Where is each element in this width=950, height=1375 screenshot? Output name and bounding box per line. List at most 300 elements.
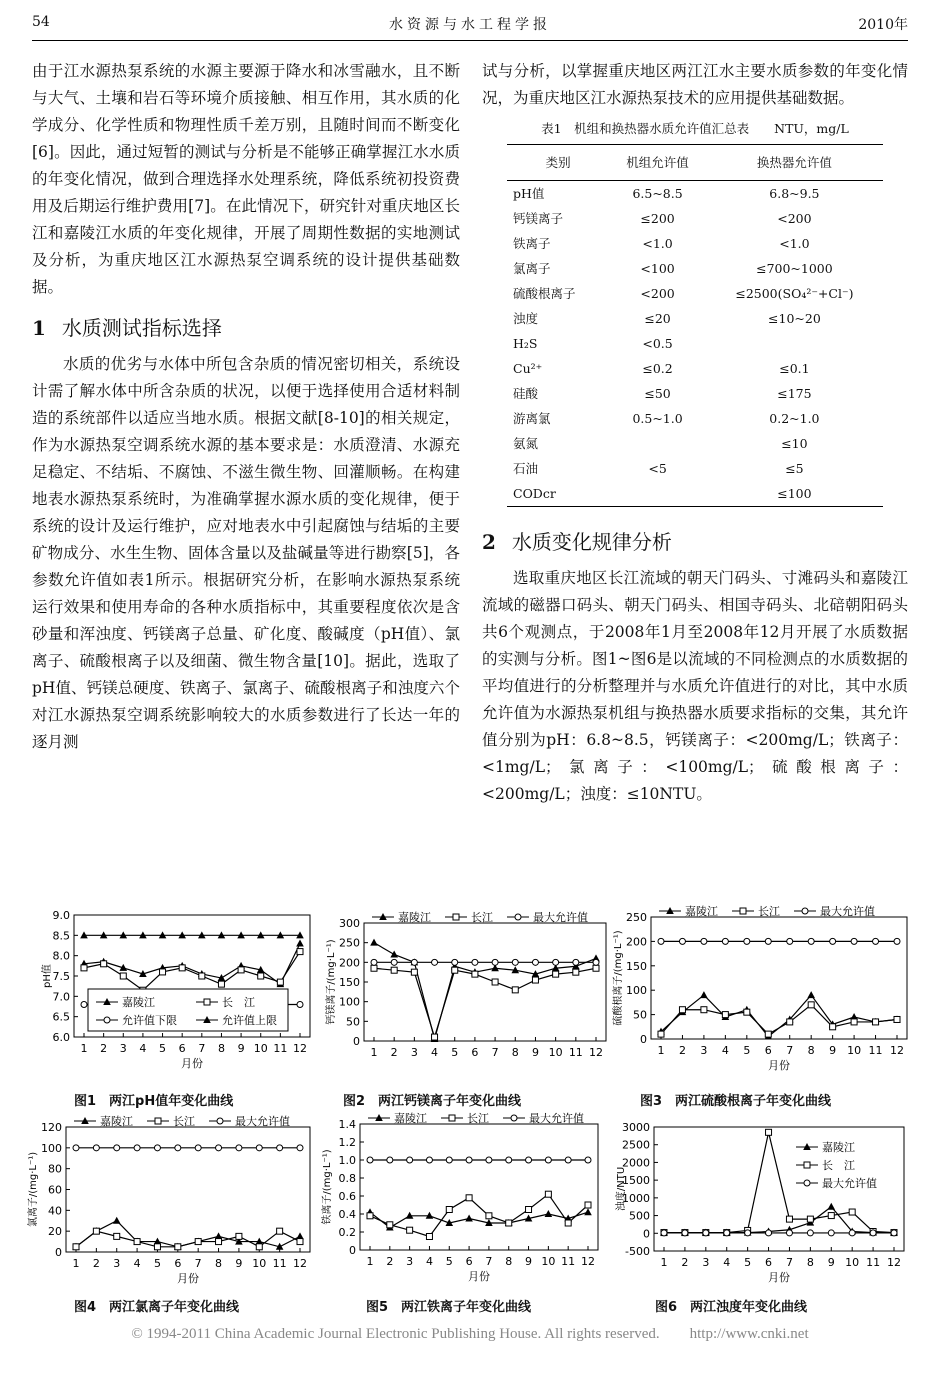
table-row — [507, 281, 883, 306]
table-header-cell: 机组允许值 — [609, 145, 706, 181]
x-axis-label: 月份 — [768, 1059, 790, 1072]
table-cell: ≤5 — [785, 461, 804, 476]
x-tick-label: 1 — [72, 1257, 80, 1270]
table-cell: <200 — [640, 286, 675, 301]
data-point — [426, 1234, 432, 1240]
data-point — [407, 1157, 413, 1163]
table-cell: 铁离子 — [513, 236, 551, 251]
data-point — [93, 1228, 99, 1234]
x-tick-label: 7 — [785, 1256, 793, 1269]
table-cell: ≤175 — [777, 386, 812, 401]
x-tick-label: 1 — [657, 1044, 665, 1057]
table-row — [507, 406, 883, 431]
data-point — [277, 1145, 283, 1151]
legend-marker — [804, 1162, 810, 1168]
data-point — [787, 938, 793, 944]
x-axis-label: 月份 — [768, 1271, 790, 1284]
table-cell: ≤10~20 — [768, 311, 821, 326]
y-axis-label: 钙镁离子/(mg·L⁻¹) — [326, 939, 337, 1025]
data-point — [894, 1016, 900, 1022]
x-tick-label: 11 — [568, 1046, 583, 1059]
data-point — [584, 1208, 592, 1215]
data-point — [873, 1019, 879, 1025]
legend-label: 长 江 — [822, 1159, 855, 1172]
x-tick-label: 11 — [272, 1257, 287, 1270]
data-point — [851, 938, 857, 944]
x-tick-label: 11 — [561, 1255, 576, 1268]
data-point — [452, 967, 458, 973]
legend-marker — [449, 1115, 455, 1121]
data-point — [175, 1145, 181, 1151]
data-point — [218, 981, 224, 987]
legend-marker — [453, 914, 459, 920]
x-tick-label: 8 — [807, 1044, 815, 1057]
x-tick-label: 4 — [139, 1042, 147, 1055]
y-tick-label: 20 — [48, 1225, 62, 1239]
table-header-cell: 换热器允许值 — [706, 145, 883, 181]
x-tick-label: 5 — [159, 1042, 167, 1055]
data-point — [703, 1230, 709, 1236]
data-point — [851, 1019, 857, 1025]
table-header-row — [507, 145, 883, 181]
x-tick-label: 4 — [721, 1044, 729, 1057]
x-tick-label: 3 — [119, 1042, 127, 1055]
y-tick-label: 2500 — [622, 1138, 650, 1152]
legend-label: 允许值下限 — [122, 1014, 177, 1027]
y-tick-label: 40 — [48, 1204, 62, 1218]
data-point — [553, 959, 559, 965]
table-cell: 6.5~8.5 — [632, 186, 683, 201]
data-point — [565, 1220, 571, 1226]
y-tick-label: 6.0 — [52, 1031, 70, 1044]
data-point — [506, 1157, 512, 1163]
data-point — [492, 979, 498, 985]
legend-label: 嘉陵江 — [122, 996, 155, 1009]
data-point — [179, 965, 185, 971]
data-point — [411, 959, 417, 965]
data-point — [466, 1195, 472, 1201]
data-point — [679, 1007, 685, 1013]
data-point — [297, 1145, 303, 1151]
data-point — [593, 959, 599, 965]
x-tick-label: 1 — [660, 1256, 668, 1269]
legend-marker — [104, 1017, 110, 1023]
x-tick-label: 10 — [253, 1042, 268, 1055]
table-cell: ≤0.1 — [779, 361, 810, 376]
legend-marker — [804, 1180, 810, 1186]
copyright-footer: © 1994-2011 China Academic Journal Electronic Publishing House. All rights reserved. http://www.cnki.net — [131, 1326, 809, 1342]
table-cell: ≤2500(SO₄²⁻+Cl⁻) — [735, 286, 854, 301]
data-point — [472, 971, 478, 977]
y-tick-label: 1.0 — [338, 1154, 356, 1167]
data-point — [828, 1213, 834, 1219]
data-point — [258, 973, 264, 979]
data-point — [73, 1244, 79, 1250]
section-2-paragraph: 选取重庆地区长江流域的朝天门码头、寸滩码头和嘉陵江流域的磁器口码头、朝天门码头、相国寺码头、北碚朝阳码头共6个观测点，于2008年1月至2008年12月开展了水质数据的实测与分析。图1~图6是以流域的不同检测点的水质数据的平均值进行的分析整理并与水质允许值进行的对比，其中水质允许值为水源热泵机组与换热器水质要求指标的交集，其允许值分别为pH：6.8~8.5，钙镁离子：<200mg/L；铁离子：<1mg/L；氯离子：<100mg/L；硫酸根离子：<200mg/L；浊度：≤10NTU。 — [482, 569, 908, 803]
data-point — [154, 1244, 160, 1250]
data-point — [256, 1145, 262, 1151]
data-point — [808, 938, 814, 944]
x-axis-label: 月份 — [468, 1270, 490, 1283]
table-cell: <0.5 — [642, 336, 673, 351]
data-point — [700, 991, 708, 998]
x-tick-label: 5 — [445, 1255, 453, 1268]
data-point — [114, 1233, 120, 1239]
x-tick-label: 2 — [386, 1255, 394, 1268]
table-cell: 0.5~1.0 — [632, 411, 683, 426]
figure-4-chart — [20, 1112, 320, 1292]
data-point — [486, 1157, 492, 1163]
table-cell: <1.0 — [642, 236, 673, 251]
legend-label: 最大允许值 — [529, 1112, 584, 1125]
data-point — [506, 1220, 512, 1226]
data-point — [682, 1230, 688, 1236]
table-cell: 硅酸 — [513, 386, 539, 401]
data-point — [154, 1145, 160, 1151]
y-tick-label: 0.2 — [338, 1226, 356, 1239]
legend-label: 长江 — [758, 905, 780, 918]
figure-6-chart — [610, 1112, 910, 1292]
table-row — [507, 456, 883, 481]
y-tick-label: 1500 — [622, 1174, 650, 1188]
x-tick-label: 2 — [678, 1044, 686, 1057]
data-point — [808, 1002, 814, 1008]
table-row — [507, 331, 883, 356]
intro-paragraph: 由于江水源热泵系统的水源主要源于降水和冰雪融水，且不断与大气、土壤和岩石等环境介质接触、相互作用，其水质的化学成分、化学性质和物理性质千差万别，且随时间而不断变化[6]。因此，通过短暂的测试与分析是不能够正确掌握江水水质的年变化情况，做到合理选择水处理系统，降低系统初投资费用及后期运行维护费用[7]。在此情况下，研究针对重庆地区长江和嘉陵江水质的年变化规律，开展了周期性数据的实地测试及分析，为重庆地区江水源热泵空调系统的设计提供基础数据。 — [32, 62, 460, 296]
x-tick-label: 10 — [541, 1255, 556, 1268]
journal-title: 水资源与水工程学报 — [389, 17, 551, 33]
x-tick-label: 7 — [194, 1257, 202, 1270]
data-point — [432, 1034, 438, 1040]
data-point — [134, 1239, 140, 1245]
y-tick-label: 250 — [626, 911, 647, 924]
table-cell: Cu²⁺ — [513, 361, 543, 376]
data-point — [296, 939, 304, 946]
series-line — [374, 943, 596, 1039]
data-point — [297, 1001, 303, 1007]
data-point — [573, 969, 579, 975]
x-tick-label: 10 — [847, 1044, 862, 1057]
section-1-title: 水质测试指标选择 — [61, 316, 222, 340]
data-point — [101, 961, 107, 967]
series-line — [84, 952, 300, 991]
data-point — [120, 973, 126, 979]
y-tick-label: 8.5 — [52, 929, 70, 943]
figure-6-caption: 图6 两江浊度年变化曲线 — [655, 1300, 808, 1315]
data-point — [432, 959, 438, 965]
x-tick-label: 10 — [548, 1046, 563, 1059]
y-tick-label: 150 — [339, 976, 360, 989]
data-point — [236, 1145, 242, 1151]
x-tick-label: 9 — [237, 1042, 245, 1055]
data-point — [532, 977, 538, 983]
data-point — [849, 1230, 855, 1236]
x-tick-label: 6 — [765, 1256, 773, 1269]
figure-5-caption: 图5 两江铁离子年变化曲线 — [366, 1300, 532, 1315]
data-point — [891, 1230, 897, 1236]
y-tick-label: 0 — [349, 1244, 356, 1257]
y-tick-label: 1000 — [622, 1191, 650, 1205]
data-point — [466, 1157, 472, 1163]
data-point — [160, 969, 166, 975]
data-point — [830, 938, 836, 944]
x-tick-label: 9 — [525, 1255, 533, 1268]
y-axis-label: 硫酸根离子/(mg·L⁻¹) — [613, 930, 624, 1026]
y-tick-label: 0.8 — [338, 1172, 356, 1185]
figure-4-caption: 图4 两江氯离子年变化曲线 — [74, 1300, 240, 1315]
table-row — [507, 256, 883, 281]
series-line — [661, 1005, 897, 1034]
data-point — [585, 1157, 591, 1163]
section-2-title: 水质变化规律分析 — [511, 530, 672, 554]
table-row — [507, 181, 883, 207]
x-tick-label: 6 — [764, 1044, 772, 1057]
data-point — [297, 949, 303, 955]
table-cell: <1.0 — [779, 236, 810, 251]
section-1-paragraph: 水质的优劣与水体中所包含杂质的情况密切相关，系统设计需了解水体中所含杂质的状况，以便于选择使用合适材料制造的系统部件以适应当地水质。根据文献[8-10]的相关规定，作为水源热泵空调系统水源的基本要求是：水质澄清、水源充足稳定、不结垢、不腐蚀、不滋生微生物、回灌顺畅。在构建地表水源热泵系统时，为准确掌握水源水质的变化规律，便于系统的设计及运行维护，应对地表水中引起腐蚀与结垢的主要矿物成分、水生生物、固体含量以及盐碱量等进行勘察[5]，各参数允许值如表1所示。根据研究分析，在影响水源热泵系统运行效果和使用寿命的各种水质指标中，其重要程度依次是含砂量和浑浊度、钙镁离子总量、矿化度、酸碱度（pH值）、氯离子、硫酸根离子以及细菌、微生物含量[10]。据此，选取了pH值、钙镁总硬度、铁离子、氯离子、硫酸根离子和浊度六个对江水源热泵空调系统影响较大的水质参数进行了长达一年的逐月测 — [32, 355, 460, 751]
table-cell: ≤10 — [781, 436, 808, 451]
y-tick-label: 0.6 — [338, 1190, 356, 1203]
data-point — [828, 1230, 834, 1236]
x-tick-label: 3 — [700, 1044, 708, 1057]
x-tick-label: 11 — [868, 1044, 883, 1057]
x-tick-label: 12 — [293, 1042, 307, 1055]
data-point — [526, 1157, 532, 1163]
legend-label: 最大允许值 — [822, 1177, 877, 1190]
table-cell: 钙镁离子 — [513, 211, 564, 226]
data-point — [387, 1222, 393, 1228]
x-tick-label: 5 — [744, 1256, 752, 1269]
water-quality-table — [507, 144, 883, 507]
data-point — [722, 1012, 728, 1018]
data-point — [93, 1145, 99, 1151]
data-point — [526, 1207, 532, 1213]
x-tick-label: 9 — [235, 1257, 243, 1270]
table-cell: 0.2~1.0 — [769, 411, 820, 426]
y-tick-label: 250 — [339, 936, 360, 950]
x-tick-label: 8 — [505, 1255, 513, 1268]
data-point — [367, 1213, 373, 1219]
x-tick-label: 10 — [252, 1257, 267, 1270]
x-tick-label: 5 — [153, 1257, 161, 1270]
legend-label: 允许值上限 — [222, 1014, 277, 1027]
legend-label: 长江 — [467, 1112, 489, 1125]
data-point — [175, 1244, 181, 1250]
data-point — [216, 1145, 222, 1151]
table-cell: ≤100 — [706, 481, 883, 507]
x-tick-label: 8 — [215, 1257, 223, 1270]
legend-marker — [204, 999, 210, 1005]
figure-5-chart — [322, 1112, 602, 1292]
y-tick-label: 50 — [346, 1015, 360, 1029]
left-column — [32, 58, 460, 756]
legend-label: 长江 — [173, 1115, 195, 1128]
data-point — [766, 1230, 772, 1236]
table-row — [507, 431, 883, 456]
y-tick-label: 1.4 — [338, 1118, 356, 1131]
data-point — [722, 938, 728, 944]
x-tick-label: 1 — [370, 1046, 378, 1059]
data-point — [658, 938, 664, 944]
x-axis-label: 月份 — [181, 1057, 203, 1070]
y-tick-label: 0.4 — [338, 1208, 356, 1221]
data-point — [216, 1239, 222, 1245]
data-point — [545, 1191, 551, 1197]
x-tick-label: 9 — [827, 1256, 835, 1269]
series-line — [661, 995, 897, 1036]
y-tick-label: 120 — [41, 1121, 62, 1134]
series-line — [76, 1231, 300, 1247]
issue-year: 2010年 — [858, 17, 908, 33]
legend-label: 嘉陵江 — [394, 1112, 427, 1125]
data-point — [786, 1230, 792, 1236]
continued-paragraph: 试与分析，以掌握重庆地区两江江水主要水质参数的年变化情况，为重庆地区江水源热泵技术的应用提供基础数据。 — [482, 62, 908, 107]
data-point — [236, 1233, 242, 1239]
y-tick-label: 8.0 — [52, 949, 70, 963]
data-point — [701, 1007, 707, 1013]
x-tick-label: 7 — [485, 1255, 493, 1268]
figure-3-caption: 图3 两江硫酸根离子年变化曲线 — [640, 1094, 832, 1109]
data-point — [658, 1031, 664, 1037]
table-cell: ≤0.2 — [642, 361, 673, 376]
table-cell: ≤700~1000 — [756, 261, 833, 276]
data-point — [787, 1019, 793, 1025]
legend-marker — [740, 908, 746, 914]
legend-label: 嘉陵江 — [398, 911, 431, 924]
data-point — [371, 959, 377, 965]
y-tick-label: 300 — [339, 917, 360, 930]
x-tick-label: 12 — [589, 1046, 603, 1059]
data-point — [446, 1157, 452, 1163]
x-tick-label: 2 — [92, 1257, 100, 1270]
legend-label: 最大允许值 — [533, 911, 588, 924]
table-cell: <100 — [640, 261, 675, 276]
data-point — [661, 1230, 667, 1236]
data-point — [894, 938, 900, 944]
x-tick-label: 5 — [451, 1046, 459, 1059]
legend-label: 最大允许值 — [235, 1115, 290, 1128]
x-tick-label: 6 — [471, 1046, 479, 1059]
x-tick-label: 6 — [174, 1257, 182, 1270]
x-tick-label: 8 — [806, 1256, 814, 1269]
x-tick-label: 3 — [410, 1046, 418, 1059]
data-point — [277, 979, 283, 985]
data-point — [465, 1215, 473, 1222]
y-tick-label: 9.0 — [52, 909, 70, 922]
data-point — [256, 1244, 262, 1250]
data-point — [390, 950, 398, 957]
table-cell — [609, 481, 706, 507]
x-tick-label: 3 — [406, 1255, 414, 1268]
data-point — [407, 1227, 413, 1233]
x-tick-label: 5 — [743, 1044, 751, 1057]
y-axis-label: 氯离子/(mg·L⁻¹) — [28, 1151, 39, 1228]
data-point — [873, 938, 879, 944]
page-number: 54 — [32, 14, 50, 30]
table-cell: 浊度 — [513, 311, 539, 326]
data-point — [446, 1207, 452, 1213]
table-row — [507, 381, 883, 406]
y-axis-label: 铁离子/(mg·L⁻¹) — [322, 1149, 333, 1225]
data-point — [238, 967, 244, 973]
data-point — [472, 959, 478, 965]
section-2-heading — [482, 529, 908, 555]
data-point — [411, 969, 417, 975]
y-tick-label: 7.0 — [52, 990, 70, 1004]
figure-2-caption: 图2 两江钙镁离子年变化曲线 — [343, 1094, 522, 1109]
section-1-number: 1 — [32, 316, 46, 340]
x-tick-label: 1 — [80, 1042, 88, 1055]
table-cell: <5 — [648, 461, 667, 476]
x-tick-label: 3 — [113, 1257, 121, 1270]
data-point — [786, 1216, 792, 1222]
data-point — [807, 1216, 813, 1222]
x-axis-label: 月份 — [177, 1272, 199, 1285]
x-tick-label: 7 — [491, 1046, 499, 1059]
data-point — [585, 1202, 591, 1208]
table-row — [507, 481, 883, 507]
data-point — [297, 1239, 303, 1245]
series-line — [76, 1221, 300, 1247]
data-point — [492, 959, 498, 965]
data-point — [745, 1230, 751, 1236]
table-cell: 氯离子 — [513, 261, 551, 276]
y-tick-label: 80 — [48, 1162, 62, 1176]
data-point — [512, 987, 518, 993]
x-tick-label: 12 — [581, 1255, 595, 1268]
x-tick-label: 11 — [273, 1042, 288, 1055]
x-tick-label: 4 — [723, 1256, 731, 1269]
table-row — [507, 206, 883, 231]
data-point — [724, 1230, 730, 1236]
section-2-number: 2 — [482, 530, 496, 554]
y-tick-label: 500 — [629, 1209, 650, 1223]
table-cell — [609, 431, 706, 456]
data-point — [807, 1230, 813, 1236]
table-cell — [706, 331, 883, 356]
x-tick-label: 3 — [702, 1256, 710, 1269]
data-point — [807, 991, 815, 998]
y-tick-label: 50 — [633, 1008, 647, 1022]
data-point — [391, 959, 397, 965]
x-tick-label: 12 — [293, 1257, 307, 1270]
x-tick-label: 7 — [786, 1044, 794, 1057]
table-row — [507, 231, 883, 256]
plot-frame — [364, 923, 606, 1041]
y-tick-label: 0 — [640, 1033, 647, 1046]
y-tick-label: 6.5 — [52, 1010, 70, 1024]
x-tick-label: 2 — [390, 1046, 398, 1059]
x-tick-label: 1 — [366, 1255, 374, 1268]
page-header — [32, 14, 908, 36]
y-tick-label: 2000 — [622, 1156, 650, 1170]
data-point — [512, 959, 518, 965]
data-point — [73, 1145, 79, 1151]
data-point — [573, 959, 579, 965]
x-tick-label: 10 — [845, 1256, 860, 1269]
data-point — [277, 1228, 283, 1234]
y-tick-label: 0 — [353, 1035, 360, 1048]
data-point — [830, 1024, 836, 1030]
data-point — [371, 965, 377, 971]
x-tick-label: 4 — [425, 1255, 433, 1268]
data-point — [81, 965, 87, 971]
data-point — [849, 1209, 855, 1215]
data-point — [565, 1157, 571, 1163]
x-tick-label: 2 — [100, 1042, 108, 1055]
table-1-caption: 表1 机组和换热器水质允许值汇总表 NTU，mg/L — [541, 121, 849, 136]
y-tick-label: 1.2 — [338, 1136, 356, 1149]
